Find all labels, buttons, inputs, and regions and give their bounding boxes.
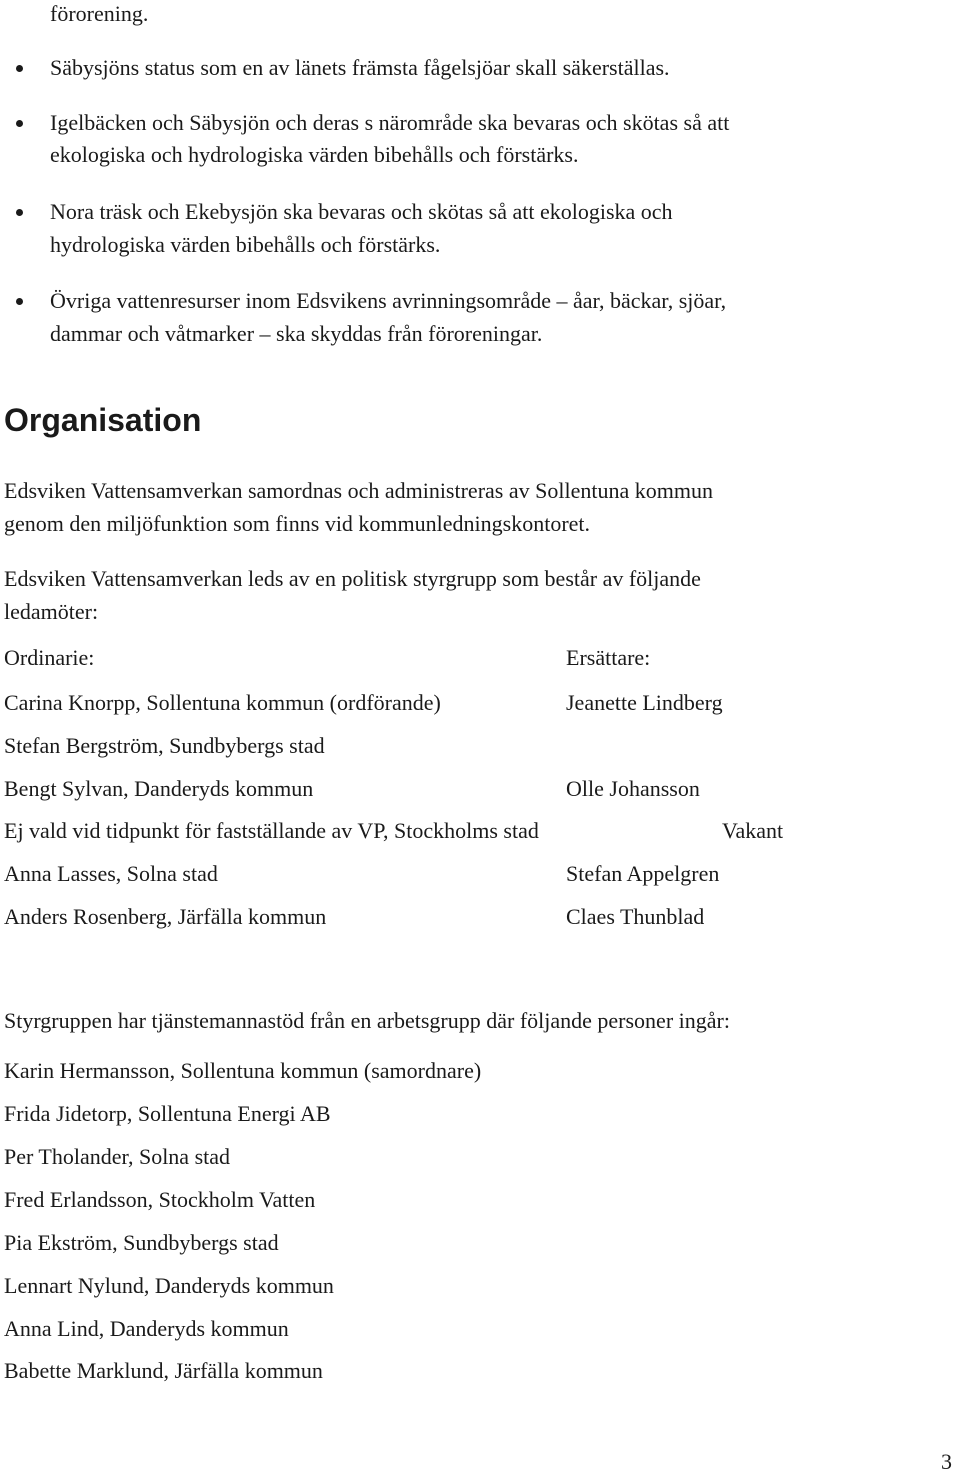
bullet-icon [16, 209, 23, 216]
workgroup-member: Anna Lind, Danderyds kommun [4, 1316, 289, 1341]
bullet-2-line-1: Igelbäcken och Säbysjön och deras s närområde ska bevaras och skötas så att [50, 110, 730, 135]
member-ordinary: Bengt Sylvan, Danderyds kommun [4, 776, 314, 801]
member-substitute: Stefan Appelgren [566, 861, 720, 886]
workgroup-member: Frida Jidetorp, Sollentuna Energi AB [4, 1101, 331, 1126]
bullet-1-line-1: Säbysjöns status som en av länets främsta fågelsjöar skall säkerställas. [50, 55, 670, 80]
bullet-4-line-1: Övriga vattenresurser inom Edsvikens avrinningsområde – åar, bäckar, sjöar, [50, 288, 727, 313]
intro-fragment: förorening. [50, 1, 149, 26]
member-ordinary: Stefan Bergström, Sundbybergs stad [4, 733, 325, 758]
workgroup-member: Pia Ekström, Sundbybergs stad [4, 1230, 279, 1255]
workgroup-member: Fred Erlandsson, Stockholm Vatten [4, 1187, 316, 1212]
bullet-icon [16, 298, 23, 305]
paragraph-3: Styrgruppen har tjänstemannastöd från en arbetsgrupp där följande personer ingår: [4, 1008, 730, 1033]
member-ordinary: Ej vald vid tidpunkt för fastställande av VP, Stockholms stad [4, 818, 539, 843]
member-substitute: Olle Johansson [566, 776, 700, 801]
member-ordinary: Carina Knorpp, Sollentuna kommun (ordförande) [4, 690, 441, 715]
workgroup-member: Per Tholander, Solna stad [4, 1144, 231, 1169]
paragraph-2-line-2: ledamöter: [4, 599, 99, 624]
page-number: 3 [941, 1449, 952, 1474]
member-ordinary: Anders Rosenberg, Järfälla kommun [4, 904, 327, 929]
member-substitute: Vakant [722, 818, 784, 843]
paragraph-2-line-1: Edsviken Vattensamverkan leds av en politisk styrgrupp som består av följande [4, 566, 701, 591]
bullet-2-line-2: ekologiska och hydrologiska värden bibehålls och förstärks. [50, 142, 579, 167]
bullet-4-line-2: dammar och våtmarker – ska skyddas från föroreningar. [50, 321, 543, 346]
bullet-3-line-2: hydrologiska värden bibehålls och förstärks. [50, 232, 441, 257]
bullet-icon [16, 120, 23, 127]
bullet-icon [16, 65, 23, 72]
paragraph-1-line-2: genom den miljöfunktion som finns vid kommunledningskontoret. [4, 511, 591, 536]
workgroup-member: Babette Marklund, Järfälla kommun [4, 1358, 323, 1383]
paragraph-1-line-1: Edsviken Vattensamverkan samordnas och administreras av Sollentuna kommun [4, 478, 713, 503]
header-ordinary: Ordinarie: [4, 645, 95, 670]
member-substitute: Claes Thunblad [566, 904, 705, 929]
header-substitute: Ersättare: [566, 645, 651, 670]
member-ordinary: Anna Lasses, Solna stad [4, 861, 218, 886]
workgroup-member: Lennart Nylund, Danderyds kommun [4, 1273, 334, 1298]
member-substitute: Jeanette Lindberg [566, 690, 723, 715]
bullet-3-line-1: Nora träsk och Ekebysjön ska bevaras och skötas så att ekologiska och [50, 199, 673, 224]
section-heading: Organisation [4, 402, 202, 438]
workgroup-member: Karin Hermansson, Sollentuna kommun (samordnare) [4, 1058, 482, 1083]
